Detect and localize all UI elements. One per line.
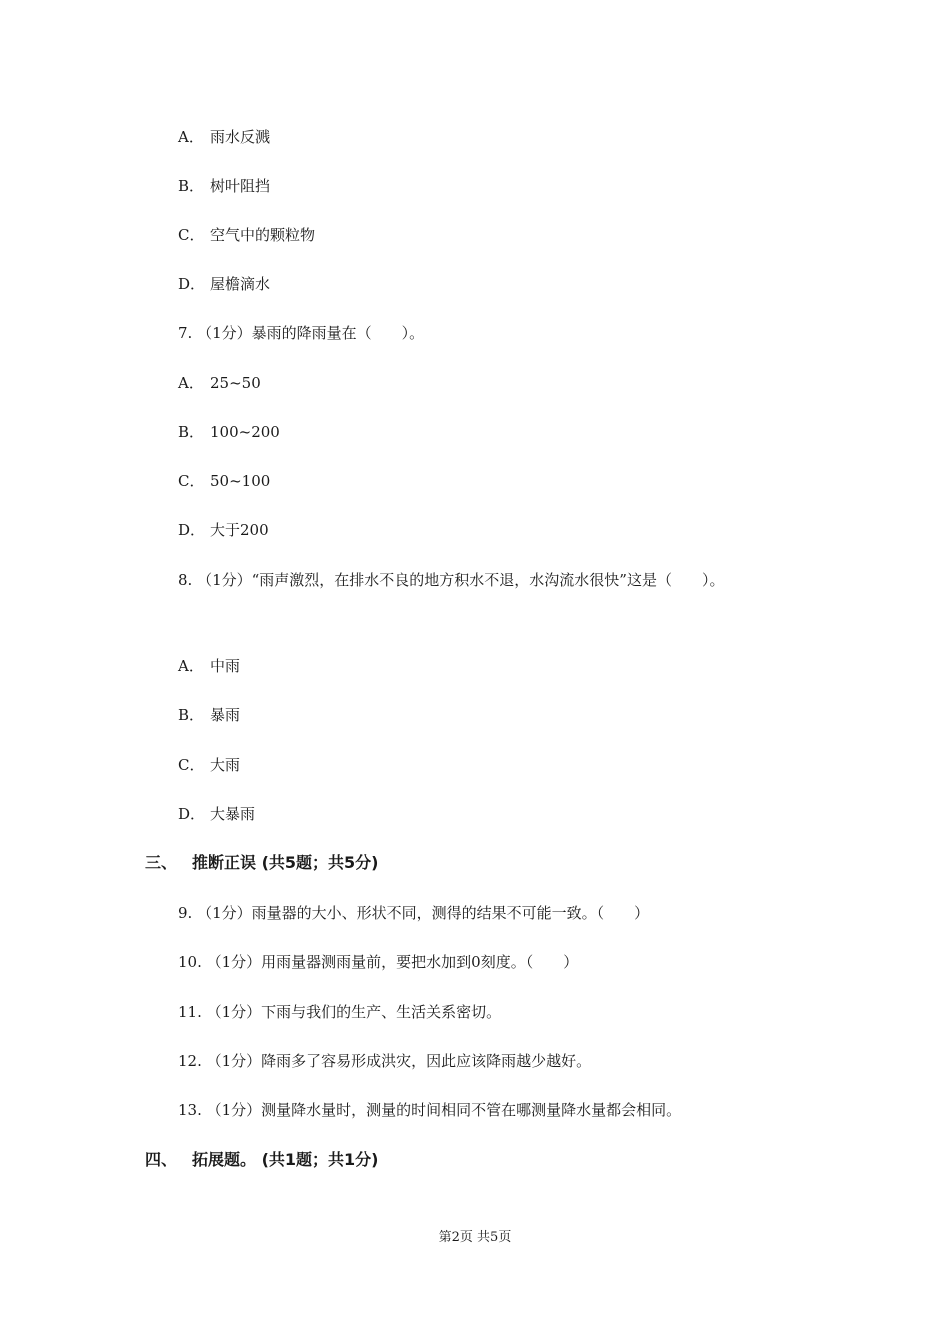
q7-option-c (178, 471, 270, 491)
section-3-heading (145, 852, 378, 874)
q7-option-b (178, 422, 280, 442)
option-letter: D． (178, 521, 206, 539)
option-text: 50~100 (210, 472, 271, 490)
option-text: 屋檐滴水 (210, 275, 271, 293)
q6-option-b (178, 176, 270, 196)
q8-option-a (178, 656, 240, 676)
section-number: 四、 (145, 1150, 178, 1169)
question-10: 10. （1分）用雨量器测雨量前，要把水加到0刻度。（ ） (178, 953, 579, 971)
section-title: 推断正误 (共5题；共5分) (192, 853, 379, 872)
option-letter: D． (178, 805, 206, 823)
option-letter: A． (178, 374, 204, 392)
question-12: 12. （1分）降雨多了容易形成洪灾，因此应该降雨越少越好。 (178, 1052, 592, 1070)
section-4-heading (145, 1149, 378, 1171)
option-text: 暴雨 (210, 706, 241, 724)
q6-option-c (178, 225, 315, 245)
option-letter: D． (178, 275, 206, 293)
q6-option-a (178, 127, 270, 147)
section-number: 三、 (145, 853, 178, 872)
option-text: 树叶阻挡 (210, 177, 271, 195)
option-text: 中雨 (210, 657, 241, 675)
option-text: 100~200 (210, 423, 280, 441)
q8-option-d (178, 804, 255, 824)
q7-option-a (178, 373, 261, 393)
q7-stem: 7. （1分）暴雨的降雨量在（ ）。 (178, 324, 425, 342)
q7-option-d (178, 520, 269, 540)
option-letter: C． (178, 472, 205, 490)
option-letter: A． (178, 128, 204, 146)
option-letter: A． (178, 657, 204, 675)
option-letter: B． (178, 706, 205, 724)
page-footer: 第2页 共5页 (438, 1230, 512, 1245)
option-text: 空气中的颗粒物 (210, 226, 316, 244)
option-letter: B． (178, 423, 205, 441)
option-text: 雨水反溅 (210, 128, 271, 146)
option-letter: B． (178, 177, 205, 195)
question-9: 9. （1分）雨量器的大小、形状不同，测得的结果不可能一致。（ ） (178, 904, 650, 922)
option-letter: C． (178, 226, 205, 244)
section-title: 拓展题。 (共1题；共1分) (192, 1150, 379, 1169)
q8-option-c (178, 755, 240, 775)
q8-option-b (178, 705, 240, 725)
question-11: 11. （1分）下雨与我们的生产、生活关系密切。 (178, 1003, 502, 1021)
option-text: 大于200 (210, 521, 269, 539)
q6-option-d (178, 274, 270, 294)
option-letter: C． (178, 756, 205, 774)
option-text: 大暴雨 (210, 805, 256, 823)
q8-stem: 8. （1分）“雨声激烈，在排水不良的地方积水不退，水沟流水很快”这是（ ）。 (178, 571, 725, 589)
option-text: 25~50 (210, 374, 261, 392)
question-13: 13. （1分）测量降水量时，测量的时间相同不管在哪测量降水量都会相同。 (178, 1101, 682, 1119)
option-text: 大雨 (210, 756, 241, 774)
